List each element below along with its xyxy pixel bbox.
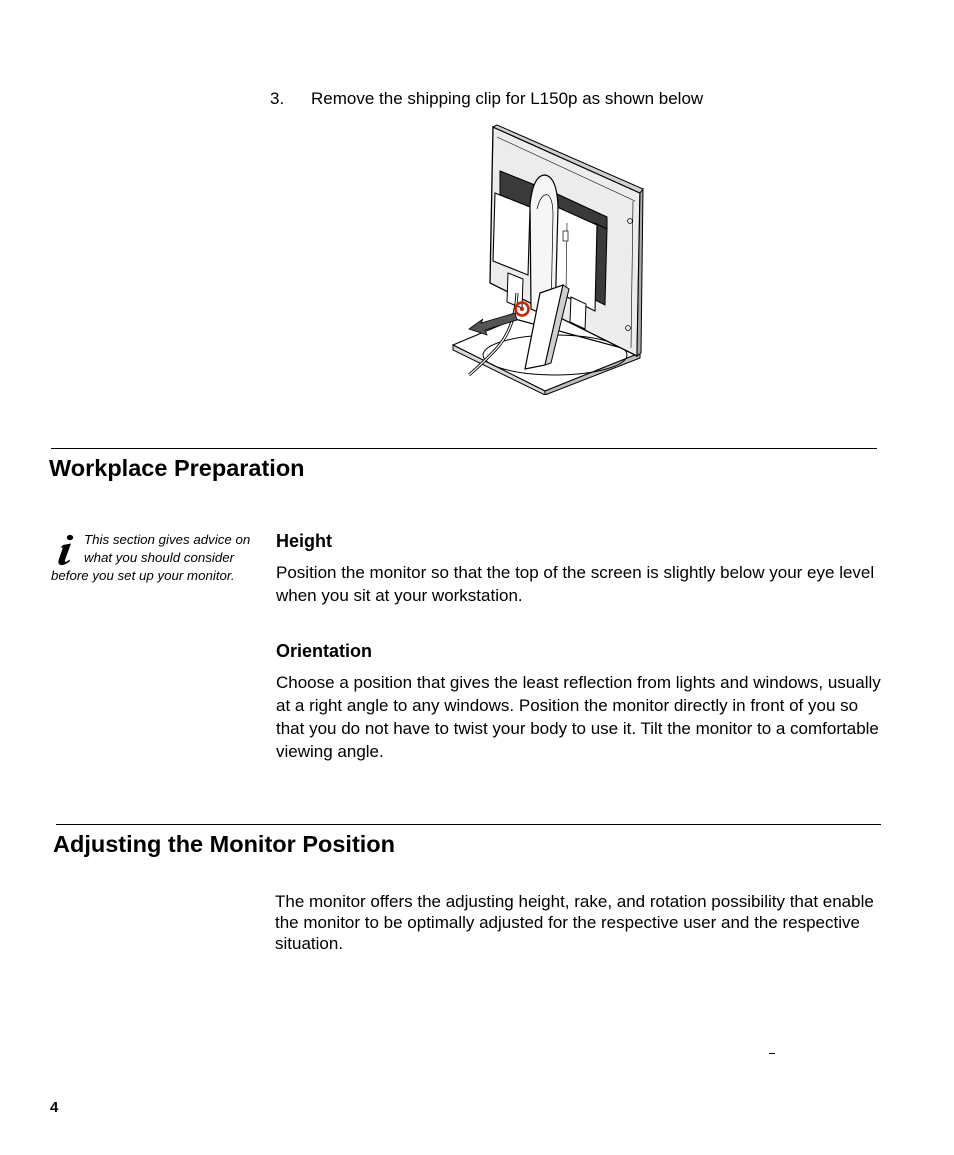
side-note-line: This section gives advice on (84, 532, 251, 547)
paragraph-orientation: Choose a position that gives the least reflection from lights and windows, usually at a right angle to any windows. Position the monitor directly in front of you so that you do not have to twist your body to use it. Tilt the monitor to a comfortable viewing angle. (276, 673, 881, 761)
section-divider (56, 824, 881, 825)
side-note-line: before you set up your monitor. (51, 568, 235, 583)
page-number: 4 (50, 1099, 59, 1116)
step-number: 3. (270, 89, 285, 108)
monitor-shipping-clip-illustration (445, 123, 645, 395)
paragraph-height: Position the monitor so that the top of the screen is slightly below your eye level when you sit at your workstation. (276, 563, 875, 605)
stray-mark (769, 1053, 775, 1054)
section-title-workplace-preparation: Workplace Preparation (49, 455, 305, 481)
heading-orientation: Orientation (276, 641, 373, 661)
section-title-adjusting-monitor-position: Adjusting the Monitor Position (53, 831, 396, 857)
info-icon (50, 533, 80, 567)
paragraph-adjusting: The monitor offers the adjusting height, rake, and rotation possibility that enable the monitor to be optimally adjusted for the respective user and the respective situation. (275, 892, 874, 953)
section-divider (51, 448, 877, 449)
heading-height: Height (276, 531, 332, 551)
step-instruction: Remove the shipping clip for L150p as shown below (311, 89, 704, 108)
side-note-line: what you should consider (84, 550, 235, 565)
